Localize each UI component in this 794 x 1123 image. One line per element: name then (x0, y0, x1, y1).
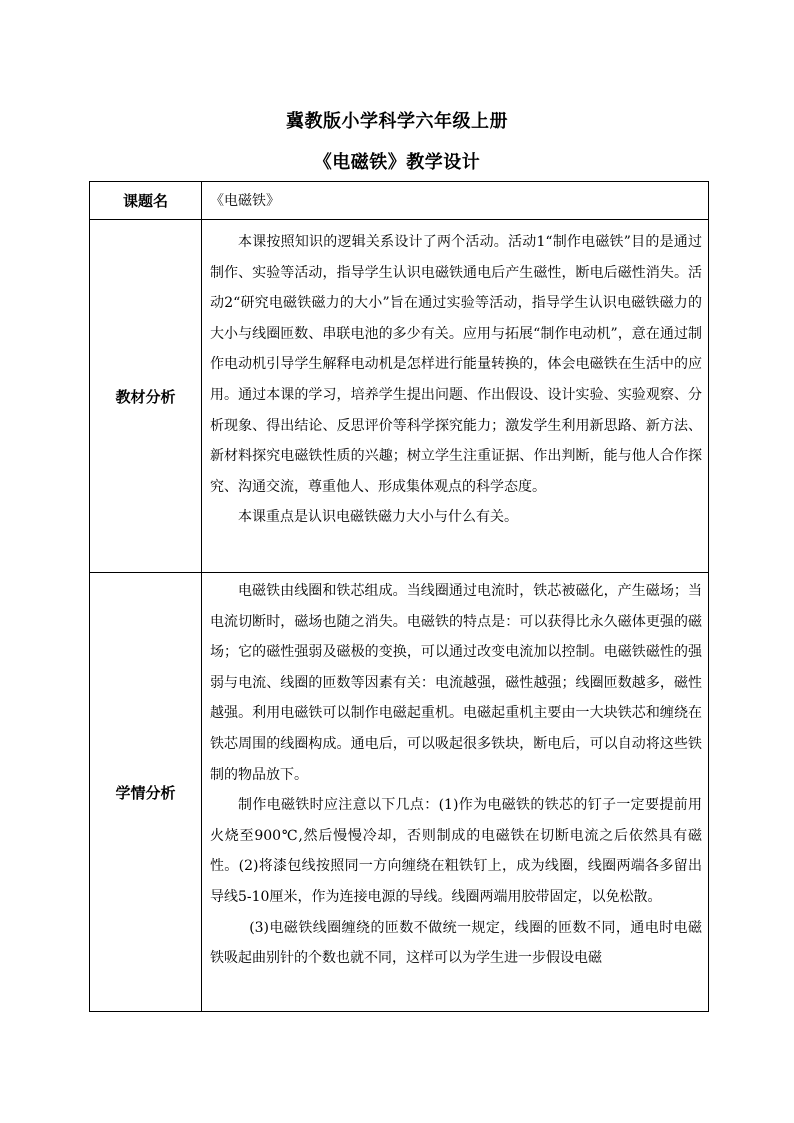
document-title: 冀教版小学科学六年级上册 (286, 111, 508, 132)
topic-value: 《电磁铁》 (202, 182, 709, 220)
learning-analysis-content (202, 573, 709, 1012)
table-row-learning-analysis (90, 573, 709, 1012)
material-analysis-paragraph: 本课重点是认识电磁铁磁力大小与什么有关。 (238, 509, 518, 526)
table-row-topic (90, 182, 709, 220)
document-subtitle: 《电磁铁》教学设计 (313, 152, 481, 173)
table-row-material-analysis (90, 220, 709, 573)
lesson-plan-table (89, 181, 709, 1012)
learning-analysis-paragraph: 制作电磁铁时应注意以下几点：(1)作为电磁铁的铁芯的钉子一定要提前用火烧至900℃,然后慢慢冷却，否则制成的电磁铁在切断电流之后依然具有磁性。(2)将漆包线按照同一方向缠绕在粗铁钉上，成为线圈，线圈两端各多留出导线5-10厘米，作为连接电源的导线。线圈两端用胶带固定，以免松散。 (210, 797, 702, 905)
material-analysis-content (202, 220, 709, 573)
learning-analysis-paragraph: 电磁铁由线圈和铁芯组成。当线圈通过电流时，铁芯被磁化，产生磁场；当电流切断时，磁场也随之消失。电磁铁的特点是：可以获得比永久磁体更强的磁场；它的磁性强弱及磁极的变换，可以通过改变电流加以控制。电磁铁磁性的强弱与电流、线圈的匝数等因素有关：电流越强，磁性越强；线圈匝数越多，磁性越强。利用电磁铁可以制作电磁起重机。电磁起重机主要由一大块铁芯和缠绕在铁芯周围的线圈构成。通电后，可以吸起很多铁块，断电后，可以自动将这些铁制的物品放下。 (210, 583, 702, 783)
material-analysis-label: 教材分析 (90, 220, 202, 573)
topic-label: 课题名 (90, 182, 202, 220)
learning-analysis-label: 学情分析 (90, 573, 202, 1012)
material-analysis-paragraph: 本课按照知识的逻辑关系设计了两个活动。活动1“制作电磁铁”目的是通过制作、实验等活动，指导学生认识电磁铁通电后产生磁性，断电后磁性消失。活动2“研究电磁铁磁力的大小”旨在通过实验等活动，指导学生认识电磁铁磁力的大小与线圈匝数、串联电池的多少有关。应用与拓展“制作电动机”，意在通过制作电动机引导学生解释电动机是怎样进行能量转换的，体会电磁铁在生活中的应用。通过本课的学习，培养学生提出问题、作出假设、设计实验、实验观察、分析现象、得出结论、反思评价等科学探究能力；激发学生利用新思路、新方法、新材料探究电磁铁性质的兴趣；树立学生注重证据、作出判断，能与他人合作探究、沟通交流，尊重他人、形成集体观点的科学态度。 (210, 234, 702, 495)
learning-analysis-paragraph: (3)电磁铁线圈缠绕的匝数不做统一规定，线圈的匝数不同，通电时电磁铁吸起曲别针的个数也就不同，这样可以为学生进一步假设电磁 (210, 919, 702, 967)
